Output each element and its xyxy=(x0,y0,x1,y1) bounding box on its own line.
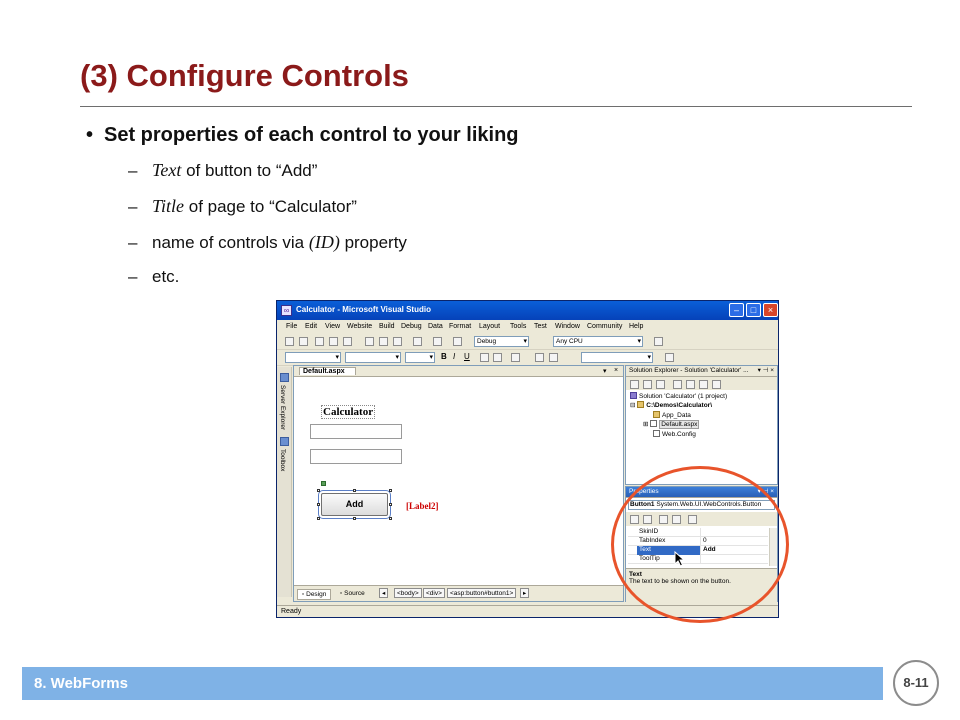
copy-website-icon[interactable] xyxy=(699,380,708,389)
footer-section: 8. WebForms xyxy=(34,675,128,692)
designer-pane xyxy=(293,365,624,602)
toolbox-icon xyxy=(280,437,289,446)
pin-close-icons[interactable]: ▾ ⊣ × xyxy=(757,488,774,495)
menu-build[interactable]: Build xyxy=(379,323,395,330)
status-bar: Ready xyxy=(277,605,778,617)
textbox-1[interactable] xyxy=(310,424,402,439)
side-tool-strip xyxy=(277,367,292,597)
align-icon[interactable] xyxy=(511,353,520,362)
sub-bullet-rest: of button to “Add” xyxy=(181,161,318,180)
source-view-tab[interactable]: ▫ Source xyxy=(340,590,365,597)
bullet-dot: • xyxy=(86,124,94,146)
nav-forward-icon[interactable]: ▸ xyxy=(520,588,529,598)
paste-icon[interactable] xyxy=(393,337,402,346)
sub-bullet-text-property xyxy=(128,160,317,181)
platform-select[interactable]: Any CPU ▾ xyxy=(553,336,643,347)
sub-bullet-italic: (ID) xyxy=(308,232,340,252)
tree-label: C:\Demos\Calculator\ xyxy=(646,402,713,409)
menu-data[interactable]: Data xyxy=(428,323,443,330)
source-view-label: Source xyxy=(344,590,365,597)
object-name: Button1 xyxy=(630,501,655,508)
menu-test[interactable]: Test xyxy=(534,323,547,330)
save-all-icon[interactable] xyxy=(343,337,352,346)
view-code-icon[interactable] xyxy=(673,380,682,389)
nav-back-icon[interactable]: ◂ xyxy=(379,588,388,598)
tree-item-web-config[interactable] xyxy=(653,430,696,438)
italic-button[interactable]: I xyxy=(453,352,456,361)
server-explorer-icon xyxy=(280,373,289,382)
block-format-select[interactable] xyxy=(285,352,341,363)
property-name: TabIndex xyxy=(637,537,701,546)
description-text: The text to be shown on the button. xyxy=(629,578,731,585)
maximize-button[interactable]: □ xyxy=(746,303,761,317)
find-icon[interactable] xyxy=(654,337,663,346)
slide-title: (3) Configure Controls xyxy=(80,58,409,93)
resize-handle[interactable] xyxy=(389,489,392,492)
menu-layout[interactable]: Layout xyxy=(479,323,501,330)
menu-format[interactable]: Format xyxy=(449,323,472,330)
copy-icon[interactable] xyxy=(379,337,388,346)
sub-bullet-id-property xyxy=(128,232,407,253)
numbered-list-icon[interactable] xyxy=(535,353,544,362)
view-designer-icon[interactable] xyxy=(686,380,695,389)
start-debug-icon[interactable] xyxy=(453,337,462,346)
folder-icon xyxy=(653,411,660,418)
property-value[interactable]: 0 xyxy=(703,537,707,544)
sub-bullet-pre: name of controls via xyxy=(152,233,309,252)
solution-icon xyxy=(630,392,637,399)
tree-item-solution[interactable] xyxy=(630,392,727,400)
page-number: 8-11 xyxy=(893,660,939,706)
sub-bullet-text: etc. xyxy=(152,267,180,286)
window-titlebar xyxy=(277,301,778,320)
save-icon[interactable] xyxy=(329,337,338,346)
undo-icon[interactable] xyxy=(413,337,422,346)
bullet-list-icon[interactable] xyxy=(549,353,558,362)
textbox-2[interactable] xyxy=(310,449,402,464)
main-bullet-text: Set properties of each control to your liking xyxy=(104,124,519,146)
close-tab-icon[interactable]: × xyxy=(614,367,619,374)
resize-handle[interactable] xyxy=(389,503,392,506)
menu-community[interactable]: Community xyxy=(587,323,623,330)
new-project-icon[interactable] xyxy=(285,337,294,346)
refresh-icon[interactable] xyxy=(643,380,652,389)
menu-view[interactable]: View xyxy=(325,323,341,330)
document-tab[interactable]: Default.aspx xyxy=(299,367,356,375)
config-file-icon xyxy=(653,430,660,437)
redo-icon[interactable] xyxy=(433,337,442,346)
vs-logo-icon: ∞ xyxy=(281,305,292,316)
add-item-icon[interactable] xyxy=(299,337,308,346)
formatting-toolbar xyxy=(277,350,778,366)
bold-button[interactable]: B xyxy=(441,352,447,361)
highlight-icon[interactable] xyxy=(493,353,502,362)
aspx-file-icon xyxy=(650,420,657,427)
sub-bullet-italic: Title xyxy=(152,196,185,216)
design-view-label: Design xyxy=(306,591,327,598)
menu-file[interactable]: File xyxy=(286,323,298,330)
tree-item-project[interactable]: ⊟ C:\Demos\Calculator\ xyxy=(630,402,713,409)
tab-list-icon[interactable]: ▾ xyxy=(603,368,607,375)
project-folder-icon xyxy=(637,401,644,408)
breadcrumb-button[interactable]: <asp:button#button1> xyxy=(447,588,516,598)
solution-explorer-header xyxy=(626,366,777,377)
design-view-tab[interactable]: ▫ Design xyxy=(297,589,331,600)
menu-edit[interactable]: Edit xyxy=(305,323,318,330)
menu-tools[interactable]: Tools xyxy=(510,323,527,330)
minimize-button[interactable]: – xyxy=(729,303,744,317)
nest-files-icon[interactable] xyxy=(656,380,665,389)
breadcrumb-div[interactable]: <div> xyxy=(423,588,445,598)
label2-control[interactable]: [Label2] xyxy=(406,501,439,511)
sub-bullet-dash: – xyxy=(128,197,138,216)
view-tab-bar xyxy=(294,585,623,601)
breadcrumb-body[interactable]: <body> xyxy=(394,588,422,598)
properties-title: Properties xyxy=(629,488,659,495)
menu-bar xyxy=(277,320,778,334)
resize-handle[interactable] xyxy=(389,517,392,520)
sub-bullet-dash: – xyxy=(128,267,138,286)
sub-bullet-etc xyxy=(128,267,179,287)
style-select[interactable] xyxy=(581,352,653,363)
window-title: Calculator - Microsoft Visual Studio xyxy=(296,305,431,314)
menu-debug[interactable]: Debug xyxy=(401,323,422,330)
description-title: Text xyxy=(629,571,642,578)
document-tab-strip xyxy=(294,366,623,377)
server-explorer-tab[interactable]: Server Explorer xyxy=(279,385,286,431)
add-button[interactable]: Add xyxy=(321,493,388,516)
sub-bullet-italic: Text xyxy=(152,160,182,180)
resize-handle[interactable] xyxy=(317,503,320,506)
asp-config-icon[interactable] xyxy=(712,380,721,389)
resize-handle[interactable] xyxy=(353,489,356,492)
tree-label: Solution 'Calculator' (1 project) xyxy=(639,393,728,400)
property-name: SkinID xyxy=(637,528,701,537)
sub-bullet-rest: property xyxy=(339,233,407,252)
sub-bullet-title-property xyxy=(128,196,357,217)
tree-label: Web.Config xyxy=(662,431,696,438)
property-name: ToolTip xyxy=(637,555,701,564)
sub-bullet-dash: – xyxy=(128,233,138,252)
resize-handle[interactable] xyxy=(317,517,320,520)
control-glyph-icon xyxy=(321,481,326,486)
menu-window[interactable]: Window xyxy=(555,323,580,330)
title-divider xyxy=(80,106,912,107)
underline-button[interactable]: U xyxy=(464,352,470,361)
calculator-title-label[interactable]: Calculator xyxy=(323,406,374,418)
toolbox-tab[interactable]: Toolbox xyxy=(279,449,286,472)
style-builder-icon[interactable] xyxy=(665,353,674,362)
tree-label: App_Data xyxy=(662,412,691,419)
highlight-circle xyxy=(611,466,789,623)
object-type: System.Web.UI.WebControls.Button xyxy=(656,501,762,508)
pin-close-icons[interactable]: ▾ ⊣ × xyxy=(757,367,774,374)
sub-bullet-rest: of page to “Calculator” xyxy=(184,197,357,216)
menu-website[interactable]: Website xyxy=(347,323,373,330)
solution-explorer-toolbar xyxy=(626,377,777,390)
footer-bar xyxy=(22,667,883,700)
resize-handle[interactable] xyxy=(317,489,320,492)
resize-handle[interactable] xyxy=(353,517,356,520)
property-name: Text xyxy=(637,546,701,555)
font-size-select[interactable] xyxy=(405,352,435,363)
tree-item-app-data[interactable] xyxy=(653,411,691,419)
main-bullet xyxy=(86,124,519,147)
standard-toolbar xyxy=(277,334,778,350)
solution-explorer-title: Solution Explorer - Solution 'Calculator' ... xyxy=(629,367,749,374)
close-button[interactable]: × xyxy=(763,303,778,317)
property-value[interactable]: Add xyxy=(703,546,716,553)
sub-bullet-dash: – xyxy=(128,161,138,180)
menu-help[interactable]: Help xyxy=(629,323,644,330)
config-select[interactable]: Debug ▾ xyxy=(474,336,529,347)
properties-icon[interactable] xyxy=(630,380,639,389)
cut-icon[interactable] xyxy=(365,337,374,346)
open-file-icon[interactable] xyxy=(315,337,324,346)
font-color-icon[interactable] xyxy=(480,353,489,362)
tree-label: Default.aspx xyxy=(661,421,698,428)
tree-item-default-aspx[interactable]: ⊞ Default.aspx xyxy=(643,421,698,428)
design-surface[interactable] xyxy=(294,378,623,586)
font-name-select[interactable] xyxy=(345,352,401,363)
